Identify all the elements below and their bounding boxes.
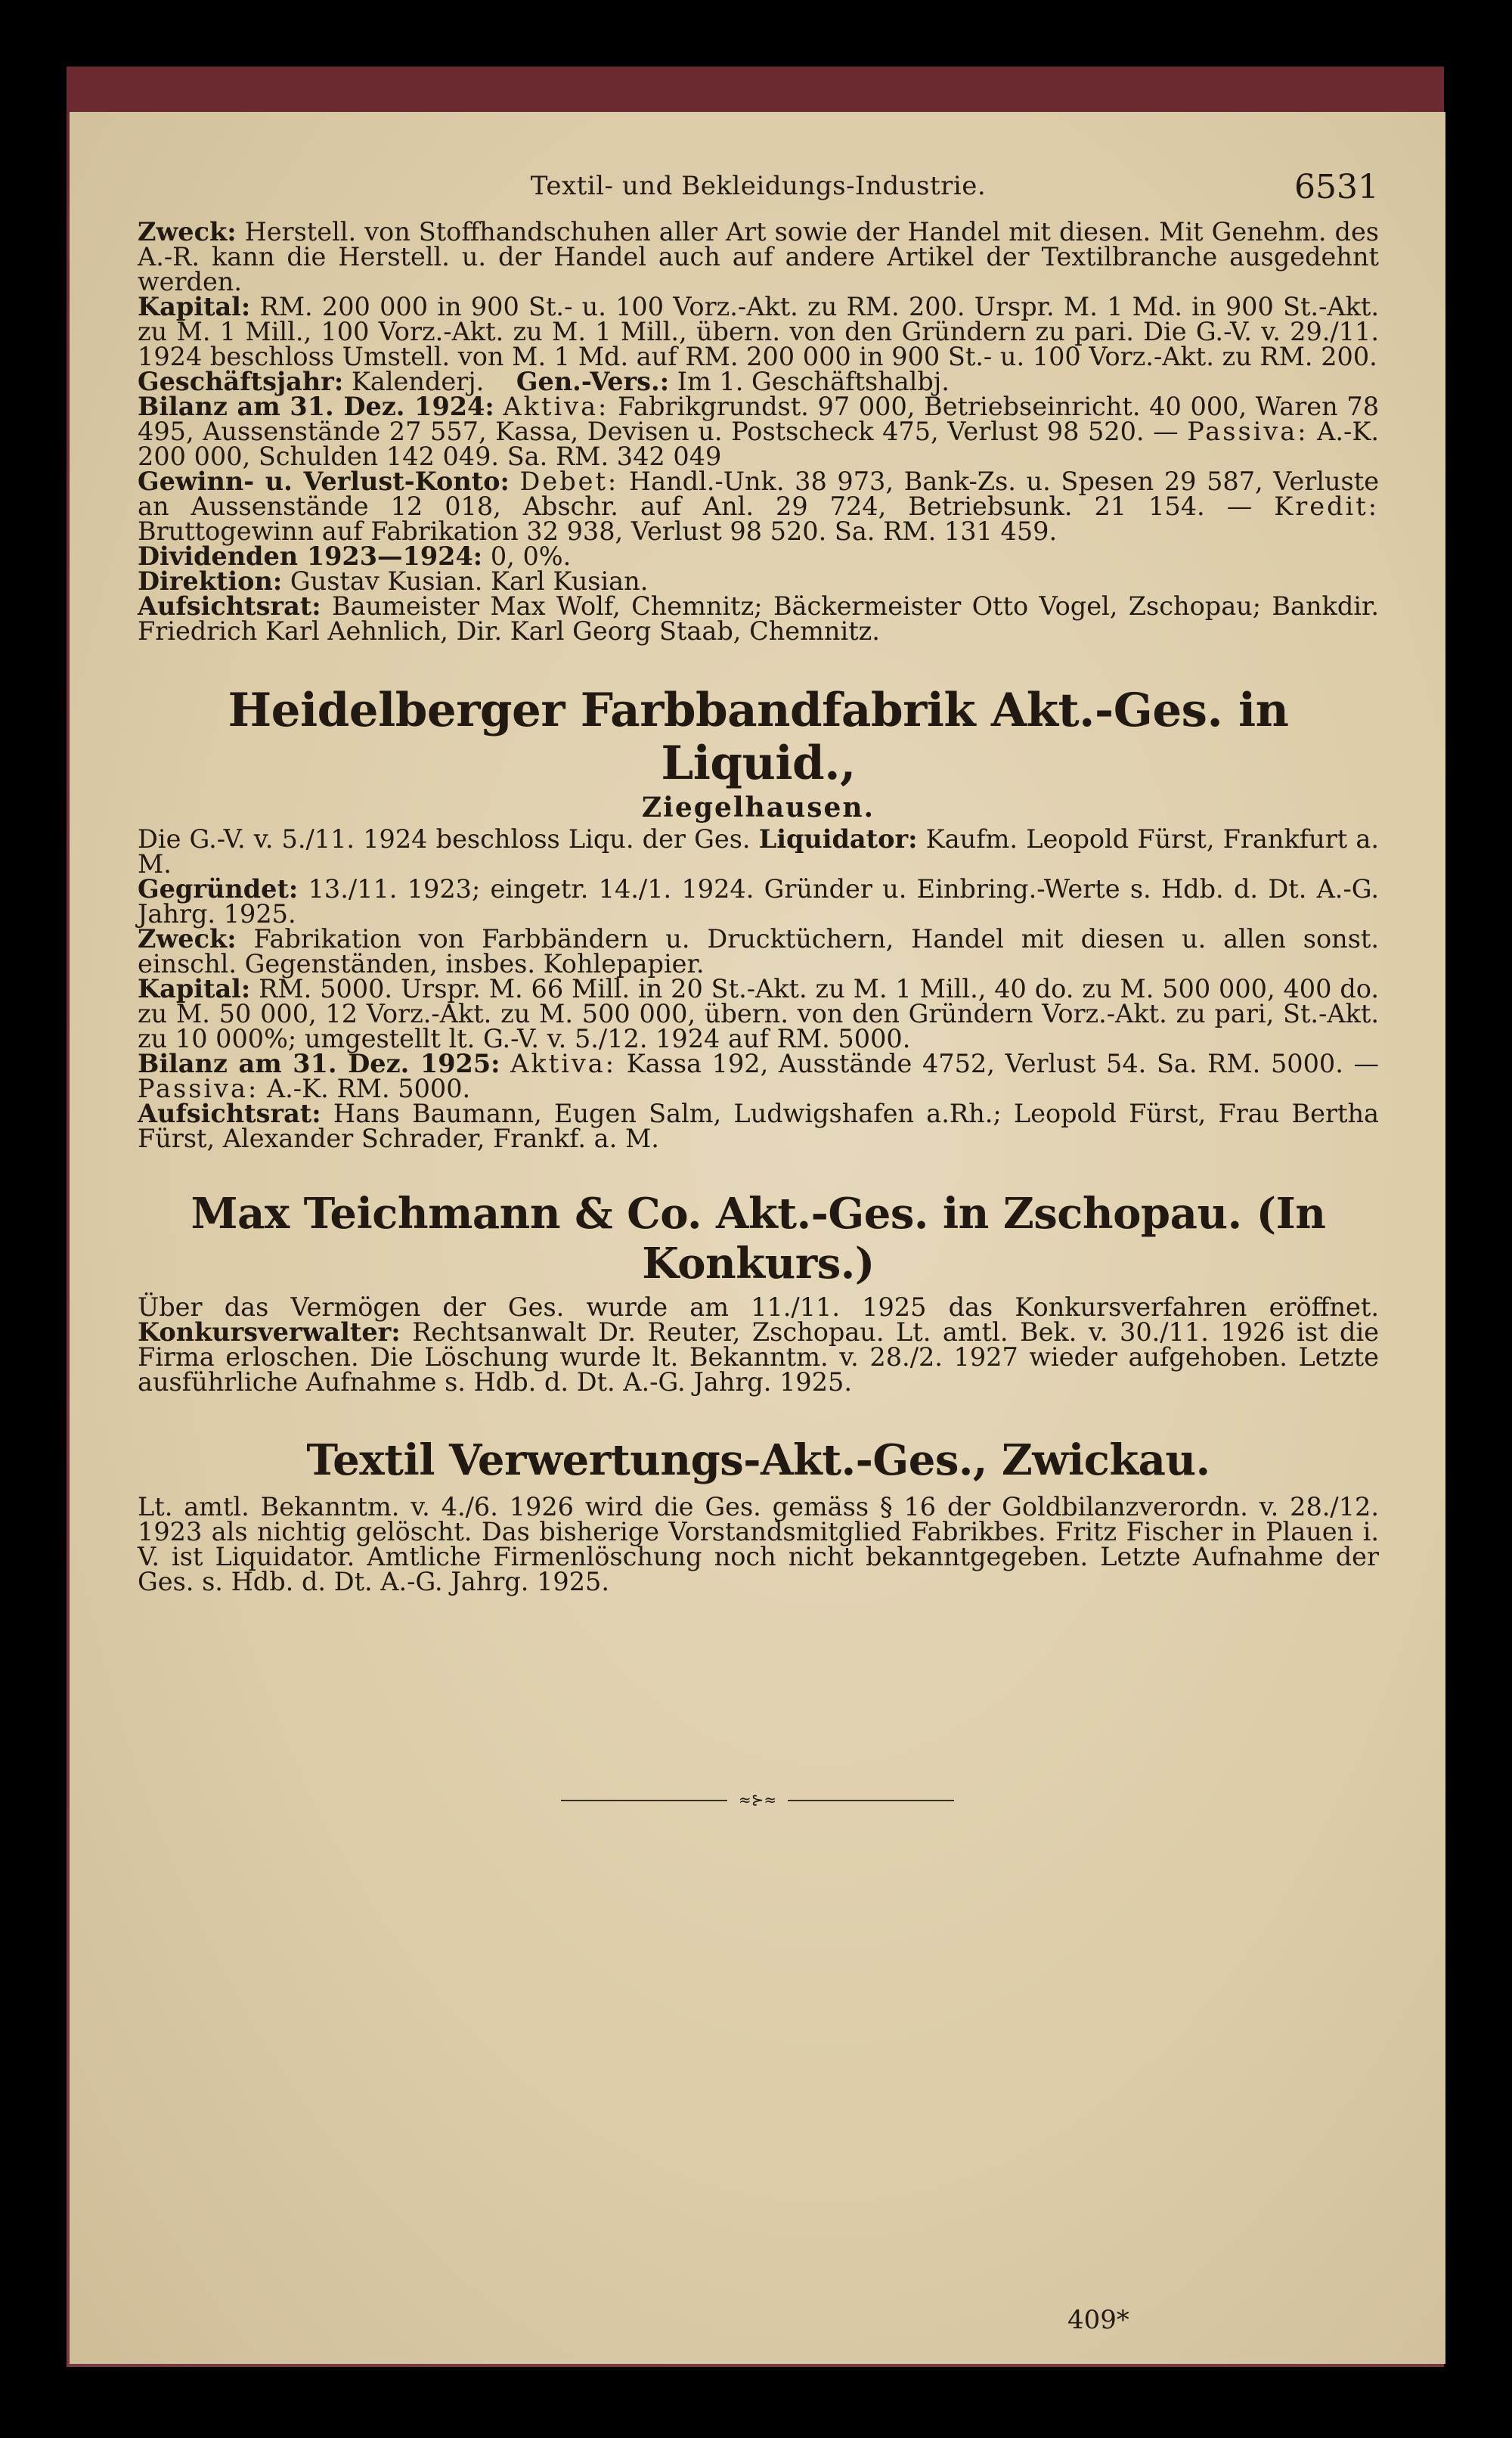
paragraph-zweck [138, 924, 1380, 979]
company-title: Heidelberger Farbbandfabrik Akt.-Ges. in Liquid., [228, 684, 1289, 790]
text-debet: Handl.-Unk. 38 973, Bank-Zs. u. Spesen 29 587, Verluste an Aussenstände 12 018, Abschr. auf Anl. 29 724, Betriebsunk. 21 154. — [138, 467, 1380, 521]
label-passiva: Passiva: [138, 1074, 259, 1103]
label-geschaeftsjahr: Geschäftsjahr: [138, 367, 344, 396]
text-gegruendet: 13./11. 1923; eingetr. 14./1. 1924. Gründer u. Einbring.-Werte s. Hdb. d. Dt. A.-G. Jahrg. 1925. [138, 874, 1379, 929]
company-location: Ziegelhausen. [641, 792, 875, 824]
text-direktion: Gustav Kusian. Karl Kusian. [290, 566, 649, 596]
text-kapital: RM. 200 000 in 900 St.- u. 100 Vorz.-Akt. zu RM. 200. Urspr. M. 1 Md. in 900 St.-Akt. zu M. 1 Mill., 100 Vorz.-Akt. zu M. 1 Mill., übern. von den Gründern zu pari. Die G.-V. v. 29./11. 1924 beschloss Umstell. von M. 1 Md. auf RM. 200 000 in 900 St.- u. 100 Vorz.-Akt. zu RM. 200. [138, 292, 1379, 371]
document-page [70, 112, 1445, 2364]
text-dividenden: 0, 0%. [490, 541, 572, 571]
label-aktiva: Aktiva: [503, 392, 609, 421]
text-geschaeftsjahr: Kalenderj. [351, 367, 485, 396]
text-aufsichtsrat: Baumeister Max Wolf, Chemnitz; Bäckermeister Otto Vogel, Zschopau; Bankdir. Friedrich Karl Aehnlich, Dir. Karl Georg Staab, Chemnitz. [138, 591, 1379, 646]
paragraph-kapital [138, 976, 1379, 1051]
label-bilanz: Bilanz am 31. Dez. 1924: [138, 392, 494, 421]
paragraph-dividenden [138, 541, 1379, 571]
paragraph-bilanz [138, 394, 1379, 469]
paragraph-direktion [138, 566, 1379, 596]
text-intro: Die G.-V. v. 5./11. 1924 beschloss Liqu. der Ges. [138, 824, 751, 854]
paragraph-konkurs [138, 1292, 1379, 1397]
text-kapital: RM. 5000. Urspr. M. 66 Mill. in 20 St.-Akt. zu M. 1 Mill., 40 do. zu M. 500 000, 400 do. zu M. 50 000, 12 Vorz.-Akt. zu M. 500 000, übern. von den Gründern Vorz.-Akt. zu pari, St.-Akt. zu 10 000%; umgestellt lt. G.-V. v. 5./12. 1924 auf RM. 5000. [138, 974, 1379, 1053]
text-liquidator: Kaufm. Leopold Fürst, Frankfurt a. M. [138, 824, 1380, 879]
text-gen-vers: Im 1. Geschäftshalbj. [677, 367, 950, 396]
divider-line-right [788, 1800, 954, 1801]
divider-ornament-icon: ≈⊱≈ [738, 1791, 777, 1809]
text-passiva: A.-K. RM. 5000. [266, 1074, 471, 1103]
entry-stoffhandschuhe [138, 219, 1379, 644]
entry-heidelberger-farbbandfabrik [138, 684, 1379, 1151]
text-kredit: Bruttogewinn auf Fabrikation 32 938, Verlust 98 520. Sa. RM. 131 459. [138, 516, 1058, 546]
company-title: Textil Verwertungs-Akt.-Ges., Zwickau. [306, 1435, 1210, 1485]
paragraph-aufsichtsrat [138, 591, 1379, 646]
paragraph-zweck [138, 219, 1379, 294]
text-konkurs: Über das Vermögen der Ges. wurde am 11./11. 1925 das Konkursverfahren eröffnet. [138, 1292, 1379, 1322]
label-aufsichtsrat: Aufsichtsrat: [138, 591, 321, 621]
label-aktiva: Aktiva: [510, 1049, 617, 1078]
paragraph-guv [138, 469, 1379, 544]
label-kapital: Kapital: [138, 974, 251, 1003]
paragraph-aufsichtsrat [138, 1101, 1379, 1151]
text-passiva: A.-K. 200 000, Schulden 142 049. Sa. RM. 342 049 [138, 417, 1379, 471]
paragraph-gegruendet [138, 874, 1379, 929]
label-konkursverwalter: Konkursverwalter: [138, 1317, 401, 1347]
label-passiva: Passiva: [1187, 417, 1309, 446]
signature-mark: 409* [1067, 2305, 1129, 2335]
text-aktiva: Kassa 192, Ausstände 4752, Verlust 54. Sa. RM. 5000. — [626, 1049, 1379, 1078]
company-title: Max Teichmann & Co. Akt.-Ges. in Zschopau. (In Konkurs.) [191, 1189, 1326, 1289]
text-aktiva: Fabrikgrundst. 97 000, Betriebseinricht. 40 000, Waren 78 495, Aussenstände 27 557, Kassa, Devisen u. Postscheck 475, Verlust 98 520. — [138, 392, 1380, 446]
paragraph-liquidation [138, 824, 1380, 879]
section-divider-ornament [561, 1789, 954, 1812]
running-header [138, 166, 1379, 219]
text-zweck: Herstell. von Stoffhandschuhen aller Art sowie der Handel mit diesen. Mit Genehm. des A.-R. kann die Herstell. u. der Handel auch auf andere Artikel der Textilbranche ausgedehnt werden. [138, 217, 1379, 296]
label-guv: Gewinn- u. Verlust-Konto: [138, 467, 510, 496]
divider-line-left [561, 1800, 727, 1801]
page-number: 6531 [1294, 168, 1379, 206]
label-liquidator: Liquidator: [758, 824, 918, 854]
label-direktion: Direktion: [138, 566, 283, 596]
entry-textil-verwertungs [138, 1435, 1379, 1594]
paragraph-kapital [138, 294, 1379, 369]
paragraph-geschaeftsjahr [138, 369, 1379, 394]
text-zweck: Fabrikation von Farbbändern u. Drucktüchern, Handel mit diesen u. allen sonst. einschl. Gegenständen, insbes. Kohlepapier. [138, 924, 1380, 979]
label-dividenden: Dividenden 1923—1924: [138, 541, 483, 571]
label-kredit: Kredit: [1274, 492, 1379, 521]
label-kapital: Kapital: [138, 292, 251, 321]
label-bilanz: Bilanz am 31. Dez. 1925: [138, 1049, 500, 1078]
label-zweck: Zweck: [138, 217, 237, 247]
paragraph-bilanz [138, 1051, 1379, 1101]
text-loeschung: Lt. amtl. Bekanntm. v. 4./6. 1926 wird die Ges. gemäss § 16 der Goldbilanzverordn. v. 28./12. 1923 als nichtig gelöscht. Das bisherige Vorstandsmitglied Fabrikbes. Fritz Fischer in Plauen i. V. ist Liquidator. Amtliche Firmenlöschung noch nicht bekanntgegeben. Letzte Aufnahme der Ges. s. Hdb. d. Dt. A.-G. Jahrg. 1925. [138, 1492, 1379, 1596]
label-aufsichtsrat: Aufsichtsrat: [138, 1099, 321, 1128]
entry-max-teichmann [138, 1189, 1379, 1397]
header-title: Textil- und Bekleidungs-Industrie. [530, 171, 987, 201]
text-aufsichtsrat: Hans Baumann, Eugen Salm, Ludwigshafen a.Rh.; Leopold Fürst, Frau Bertha Fürst, Alexander Schrader, Frankf. a. M. [138, 1099, 1379, 1153]
text-konkursverwalter: Rechtsanwalt Dr. Reuter, Zschopau. Lt. amtl. Bek. v. 30./11. 1926 ist die Firma erloschen. Die Löschung wurde lt. Bekanntm. v. 28./2. 1927 wieder aufgehoben. Letzte ausführliche Aufnahme s. Hdb. d. Dt. A.-G. Jahrg. 1925. [138, 1317, 1379, 1397]
label-gen-vers: Gen.-Vers.: [516, 367, 670, 396]
page-content [138, 166, 1379, 1594]
label-debet: Debet: [519, 467, 619, 496]
label-zweck: Zweck: [138, 924, 237, 954]
label-gegruendet: Gegründet: [138, 874, 299, 904]
paragraph-loeschung [138, 1494, 1379, 1594]
